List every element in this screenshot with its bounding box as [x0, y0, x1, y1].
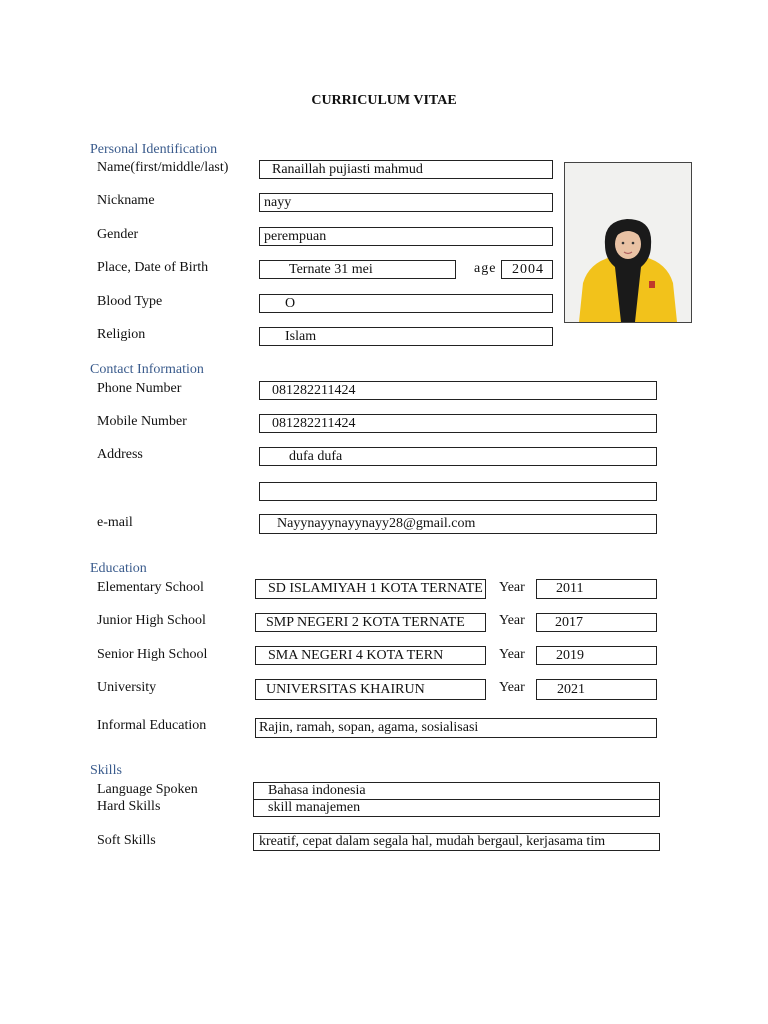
nickname-field[interactable]: nayy: [259, 193, 553, 212]
soft-skills-field[interactable]: kreatif, cepat dalam segala hal, mudah bergaul, kerjasama tim: [253, 833, 660, 851]
informal-education-label: Informal Education: [97, 718, 207, 733]
age-label: age: [474, 261, 497, 276]
junior-year-field[interactable]: 2017: [536, 613, 657, 632]
senior-year-label: Year: [499, 647, 525, 662]
email-label: e-mail: [97, 515, 133, 530]
hard-skills-field[interactable]: skill manajemen: [253, 799, 660, 817]
language-spoken-field[interactable]: Bahasa indonesia: [253, 782, 660, 800]
pdob-field[interactable]: Ternate 31 mei: [259, 260, 456, 279]
senior-field[interactable]: SMA NEGERI 4 KOTA TERN: [255, 646, 486, 665]
blood-type-label: Blood Type: [97, 294, 163, 309]
junior-label: Junior High School: [97, 613, 206, 628]
soft-skills-label: Soft Skills: [97, 833, 156, 848]
name-field[interactable]: Ranaillah pujiasti mahmud: [259, 160, 553, 179]
phone-field[interactable]: 081282211424: [259, 381, 657, 400]
informal-education-field[interactable]: Rajin, ramah, sopan, agama, sosialisasi: [255, 718, 657, 738]
blood-type-field[interactable]: O: [259, 294, 553, 313]
gender-label: Gender: [97, 227, 139, 242]
mobile-field[interactable]: 081282211424: [259, 414, 657, 433]
pdob-label: Place, Date of Birth: [97, 260, 209, 275]
gender-field[interactable]: perempuan: [259, 227, 553, 246]
university-field[interactable]: UNIVERSITAS KHAIRUN: [255, 679, 486, 700]
nickname-label: Nickname: [97, 193, 155, 208]
phone-label: Phone Number: [97, 381, 182, 396]
section-contact-heading: Contact Information: [90, 362, 204, 377]
portrait-image: [565, 163, 691, 322]
language-spoken-label: Language Spoken: [97, 782, 198, 797]
mobile-label: Mobile Number: [97, 414, 187, 429]
elementary-field[interactable]: SD ISLAMIYAH 1 KOTA TERNATE: [255, 579, 486, 599]
section-education-heading: Education: [90, 561, 147, 576]
senior-label: Senior High School: [97, 647, 208, 662]
university-year-label: Year: [499, 680, 525, 695]
university-year-field[interactable]: 2021: [536, 679, 657, 700]
religion-field[interactable]: Islam: [259, 327, 553, 346]
address-label: Address: [97, 447, 143, 462]
elementary-label: Elementary School: [97, 580, 204, 595]
university-label: University: [97, 680, 157, 695]
address-field-line-2[interactable]: [259, 482, 657, 501]
elementary-year-label: Year: [499, 580, 525, 595]
section-skills-heading: Skills: [90, 763, 122, 778]
email-field[interactable]: Nayynayynayynayy28@gmail.com: [259, 514, 657, 534]
page-title: CURRICULUM VITAE: [311, 93, 457, 108]
section-personal-heading: Personal Identification: [90, 142, 218, 157]
junior-field[interactable]: SMP NEGERI 2 KOTA TERNATE: [255, 613, 486, 632]
address-field[interactable]: dufa dufa: [259, 447, 657, 466]
religion-label: Religion: [97, 327, 146, 342]
hard-skills-label: Hard Skills: [97, 799, 161, 814]
elementary-year-field[interactable]: 2011: [536, 579, 657, 599]
age-field[interactable]: 2004: [501, 260, 553, 279]
name-label: Name(first/middle/last): [97, 160, 229, 175]
profile-photo: [564, 162, 692, 323]
junior-year-label: Year: [499, 613, 525, 628]
senior-year-field[interactable]: 2019: [536, 646, 657, 665]
